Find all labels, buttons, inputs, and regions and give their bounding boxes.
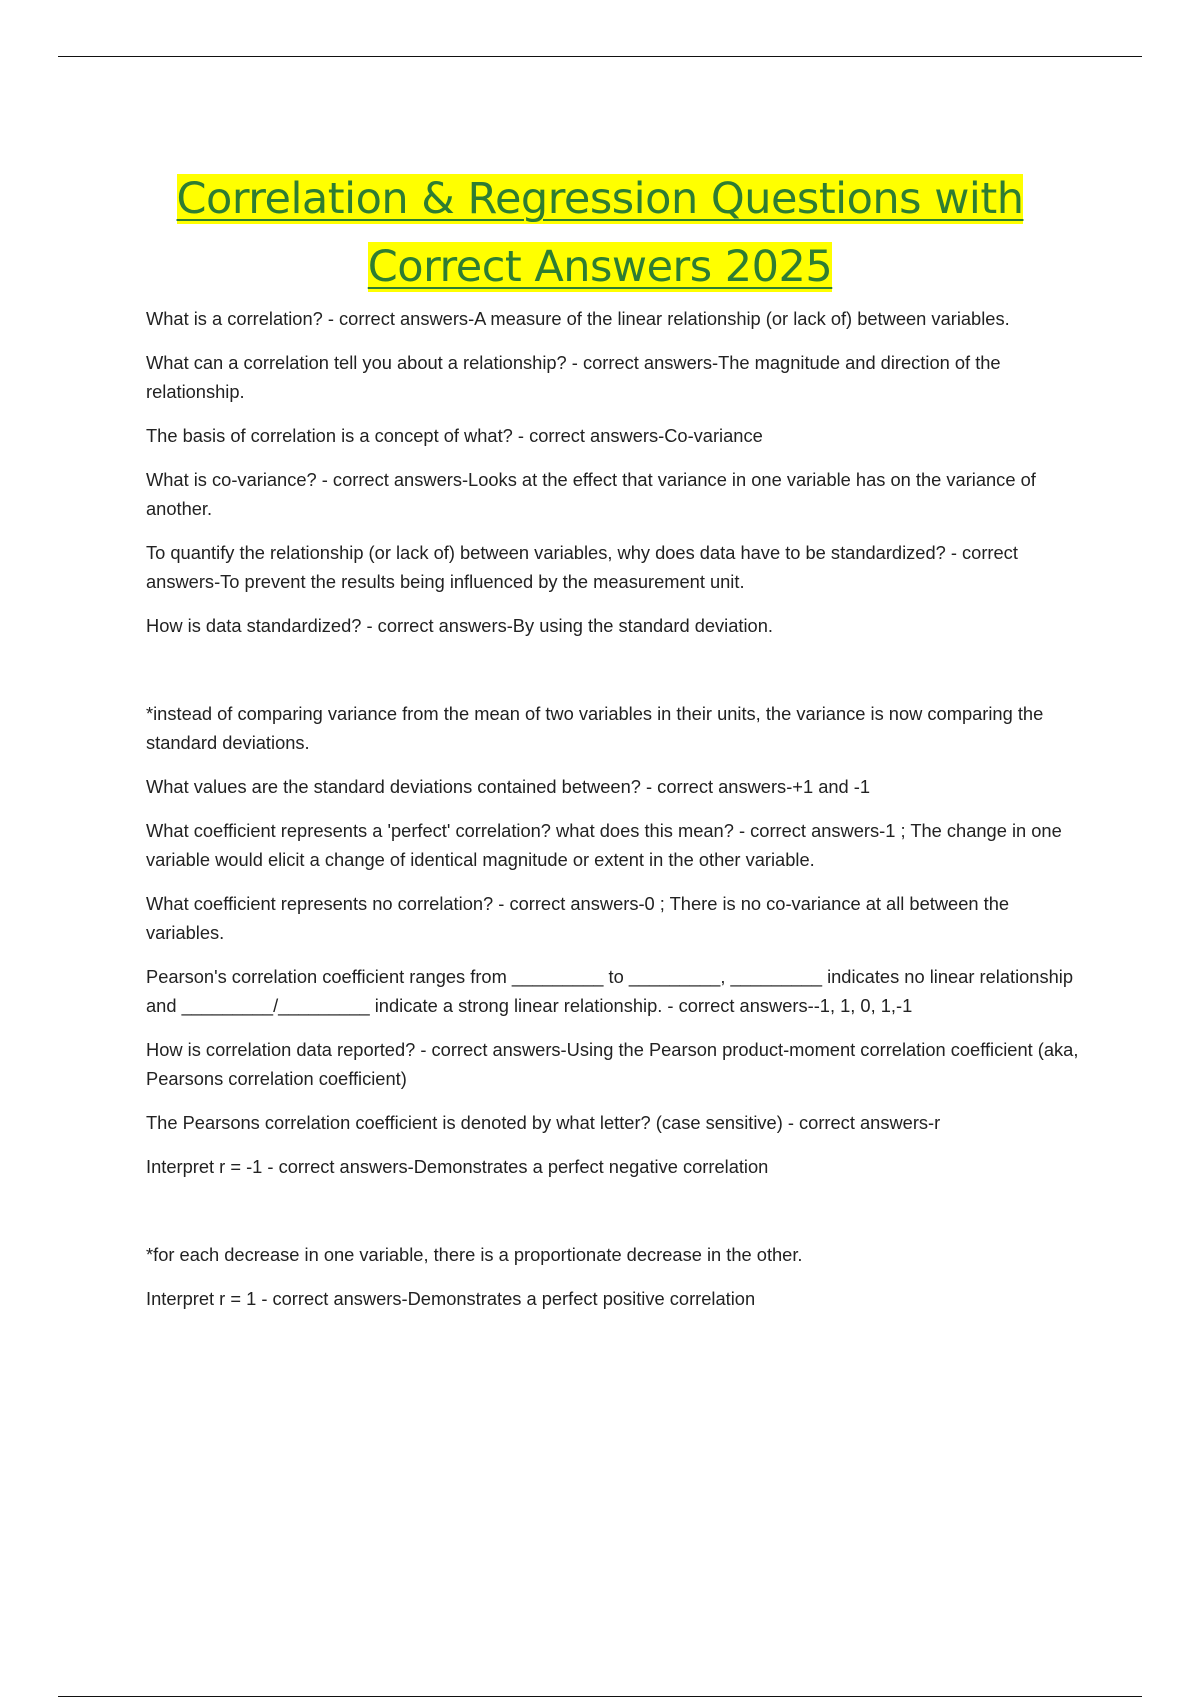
- document-body: [146, 304, 1086, 1328]
- qa-item: To quantify the relationship (or lack of) between variables, why does data have to be standardized? - correct answers-To prevent the results being influenced by the measurement unit.: [146, 542, 1018, 592]
- note-item: *for each decrease in one variable, there is a proportionate decrease in the other.: [146, 1244, 803, 1265]
- page-title: [100, 165, 1100, 301]
- top-rule: [58, 56, 1142, 57]
- qa-item: The basis of correlation is a concept of what? - correct answers-Co-variance: [146, 425, 763, 446]
- qa-item: What can a correlation tell you about a relationship? - correct answers-The magnitude and direction of the relationship.: [146, 352, 1001, 402]
- qa-item: The Pearsons correlation coefficient is denoted by what letter? (case sensitive) - correct answers-r: [146, 1112, 941, 1133]
- note-item: *instead of comparing variance from the mean of two variables in their units, the variance is now comparing the standard deviations.: [146, 703, 1044, 753]
- bottom-rule: [58, 1696, 1142, 1697]
- title-line-1: Correlation & Regression Questions with: [176, 174, 1024, 224]
- title-line-2: Correct Answers 2025: [367, 242, 833, 292]
- qa-item: What values are the standard deviations contained between? - correct answers-+1 and -1: [146, 776, 871, 797]
- qa-item: Interpret r = -1 - correct answers-Demonstrates a perfect negative correlation: [146, 1156, 769, 1177]
- qa-item: What coefficient represents a 'perfect' correlation? what does this mean? - correct answers-1 ; The change in one variable would elicit a change of identical magnitude or extent in the other variable.: [146, 820, 1062, 870]
- blank-space: [146, 1196, 1086, 1240]
- qa-item: What is a correlation? - correct answers-A measure of the linear relationship (or lack of) between variables.: [146, 308, 1010, 329]
- qa-item: How is data standardized? - correct answers-By using the standard deviation.: [146, 615, 773, 636]
- qa-item: Pearson's correlation coefficient ranges from _________ to _________, _________ indicates no linear relationship and _________/_________ indicate a strong linear relationship. - correct answers--1, 1, 0, 1,-1: [146, 966, 1073, 1016]
- qa-item: What coefficient represents no correlation? - correct answers-0 ; There is no co-variance at all between the variables.: [146, 893, 1010, 943]
- qa-item: Interpret r = 1 - correct answers-Demonstrates a perfect positive correlation: [146, 1288, 756, 1309]
- blank-space: [146, 655, 1086, 699]
- qa-item: What is co-variance? - correct answers-Looks at the effect that variance in one variable has on the variance of another.: [146, 469, 1036, 519]
- qa-item: How is correlation data reported? - correct answers-Using the Pearson product-moment correlation coefficient (aka, Pearsons correlation coefficient): [146, 1039, 1079, 1089]
